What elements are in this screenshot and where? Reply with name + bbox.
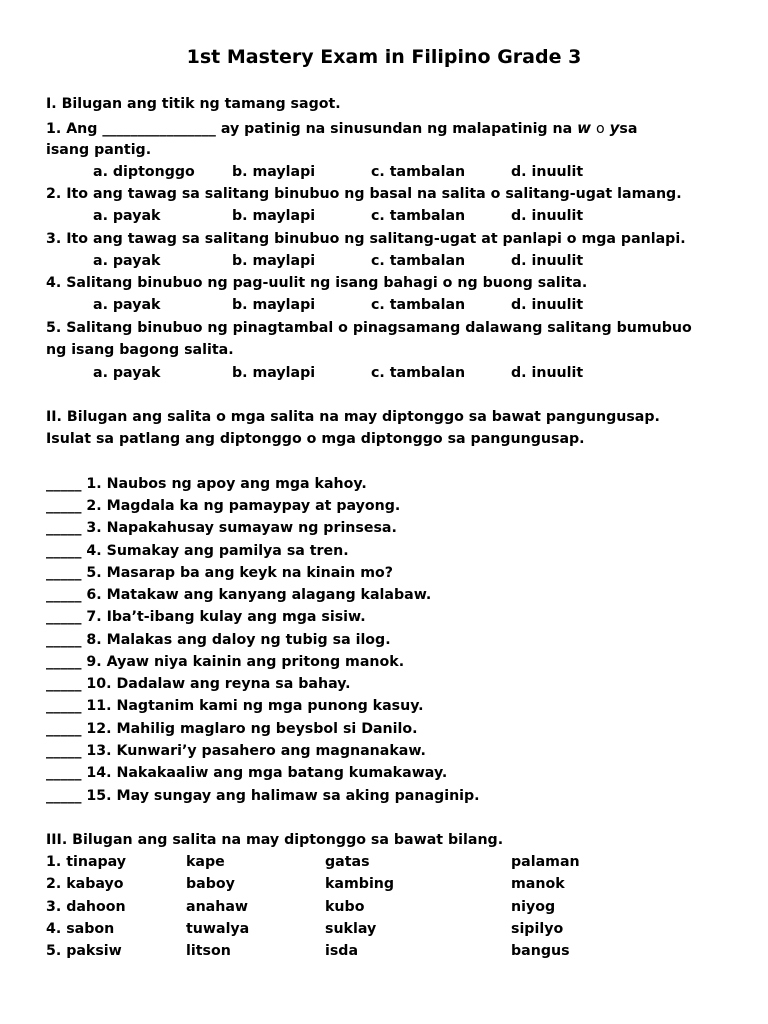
- part2-item[interactable]: _____ 15. May sungay ang halimaw sa aking panaginip.: [46, 788, 480, 804]
- q5-option-c[interactable]: c. tambalan: [371, 365, 466, 381]
- q1-option-a[interactable]: a. diptonggo: [93, 164, 195, 180]
- q5-option-a[interactable]: a. payak: [93, 365, 161, 381]
- part3-word[interactable]: bangus: [511, 943, 570, 959]
- part3-word[interactable]: litson: [186, 943, 231, 959]
- part2-item[interactable]: _____ 10. Dadalaw ang reyna sa bahay.: [46, 676, 351, 692]
- q1-y: y: [609, 119, 620, 137]
- part2-heading: II. Bilugan ang salita o mga salita na may diptonggo sa bawat pangungusap.: [46, 409, 660, 425]
- q4-option-d[interactable]: d. inuulit: [511, 297, 584, 313]
- part3-word[interactable]: kape: [186, 854, 225, 870]
- part3-word[interactable]: suklay: [325, 921, 377, 937]
- part2-item[interactable]: _____ 3. Napakahusay sumayaw ng prinsesa.: [46, 520, 397, 536]
- q2-option-c[interactable]: c. tambalan: [371, 208, 466, 224]
- q1-w: w: [577, 119, 592, 137]
- q1-o: o: [595, 121, 605, 137]
- part3-word[interactable]: 4. sabon: [46, 921, 115, 937]
- part2-item[interactable]: _____ 6. Matakaw ang kanyang alagang kalabaw.: [46, 587, 432, 603]
- q3-option-a[interactable]: a. payak: [93, 253, 161, 269]
- part2-item[interactable]: _____ 4. Sumakay ang pamilya sa tren.: [46, 543, 349, 559]
- q5-option-d[interactable]: d. inuulit: [511, 365, 584, 381]
- part1-heading: I. Bilugan ang titik ng tamang sagot.: [46, 96, 341, 112]
- part3-word[interactable]: 3. dahoon: [46, 899, 126, 915]
- q5-option-b[interactable]: b. maylapi: [232, 365, 316, 381]
- part3-word[interactable]: kambing: [325, 876, 395, 892]
- q3-text: 3. Ito ang tawag sa salitang binubuo ng salitang-ugat at panlapi o mga panlapi.: [46, 231, 686, 247]
- q2-option-a[interactable]: a. payak: [93, 208, 161, 224]
- part2-item[interactable]: _____ 2. Magdala ka ng pamaypay at payong.: [46, 498, 401, 514]
- part3-word[interactable]: 5. paksiw: [46, 943, 122, 959]
- part3-word[interactable]: gatas: [325, 854, 370, 870]
- q2-text: 2. Ito ang tawag sa salitang binubuo ng basal na salita o salitang-ugat lamang.: [46, 186, 682, 202]
- q1-option-b[interactable]: b. maylapi: [232, 164, 316, 180]
- part3-heading: III. Bilugan ang salita na may diptonggo sa bawat bilang.: [46, 832, 504, 848]
- q3-option-b[interactable]: b. maylapi: [232, 253, 316, 269]
- q5-cont: ng isang bagong salita.: [46, 342, 234, 358]
- part2-item[interactable]: _____ 11. Nagtanim kami ng mga punong kasuy.: [46, 698, 424, 714]
- q1-cont: isang pantig.: [46, 142, 152, 158]
- q4-text: 4. Salitang binubuo ng pag-uulit ng isang bahagi o ng buong salita.: [46, 275, 588, 291]
- part3-word[interactable]: isda: [325, 943, 359, 959]
- part3-word[interactable]: baboy: [186, 876, 235, 892]
- part3-word[interactable]: 1. tinapay: [46, 854, 127, 870]
- part3-word[interactable]: manok: [511, 876, 565, 892]
- q5-text: 5. Salitang binubuo ng pinagtambal o pinagsamang dalawang salitang bumubuo: [46, 320, 692, 336]
- part2-item[interactable]: _____ 13. Kunwari’y pasahero ang magnanakaw.: [46, 743, 426, 759]
- q1-line: [46, 119, 637, 137]
- part3-word[interactable]: niyog: [511, 899, 556, 915]
- q4-option-a[interactable]: a. payak: [93, 297, 161, 313]
- part3-word[interactable]: sipilyo: [511, 921, 564, 937]
- q3-option-c[interactable]: c. tambalan: [371, 253, 466, 269]
- q1-text: 1. Ang ________________ ay patinig na sinusundan ng malapatinig na: [46, 121, 573, 137]
- part3-word[interactable]: palaman: [511, 854, 580, 870]
- q1-option-d[interactable]: d. inuulit: [511, 164, 584, 180]
- part2-item[interactable]: _____ 12. Mahilig maglaro ng beysbol si Danilo.: [46, 721, 418, 737]
- q4-option-c[interactable]: c. tambalan: [371, 297, 466, 313]
- part2-instruction: Isulat sa patlang ang diptonggo o mga diptonggo sa pangungusap.: [46, 431, 585, 447]
- q2-option-d[interactable]: d. inuulit: [511, 208, 584, 224]
- exam-title: 1st Mastery Exam in Filipino Grade 3: [186, 46, 582, 68]
- part2-item[interactable]: _____ 9. Ayaw niya kainin ang pritong manok.: [46, 654, 405, 670]
- q3-option-d[interactable]: d. inuulit: [511, 253, 584, 269]
- part2-item[interactable]: _____ 5. Masarap ba ang keyk na kinain mo?: [46, 565, 393, 581]
- part2-item[interactable]: _____ 1. Naubos ng apoy ang mga kahoy.: [46, 476, 367, 492]
- part3-word[interactable]: 2. kabayo: [46, 876, 124, 892]
- part3-word[interactable]: kubo: [325, 899, 365, 915]
- q1-option-c[interactable]: c. tambalan: [371, 164, 466, 180]
- part2-item[interactable]: _____ 14. Nakakaaliw ang mga batang kumakaway.: [46, 765, 448, 781]
- q1-sa: sa: [619, 121, 638, 137]
- part3-word[interactable]: anahaw: [186, 899, 249, 915]
- q4-option-b[interactable]: b. maylapi: [232, 297, 316, 313]
- part2-item[interactable]: _____ 7. Iba’t-ibang kulay ang mga sisiw.: [46, 609, 366, 625]
- q2-option-b[interactable]: b. maylapi: [232, 208, 316, 224]
- part3-word[interactable]: tuwalya: [186, 921, 250, 937]
- part2-item[interactable]: _____ 8. Malakas ang daloy ng tubig sa ilog.: [46, 632, 391, 648]
